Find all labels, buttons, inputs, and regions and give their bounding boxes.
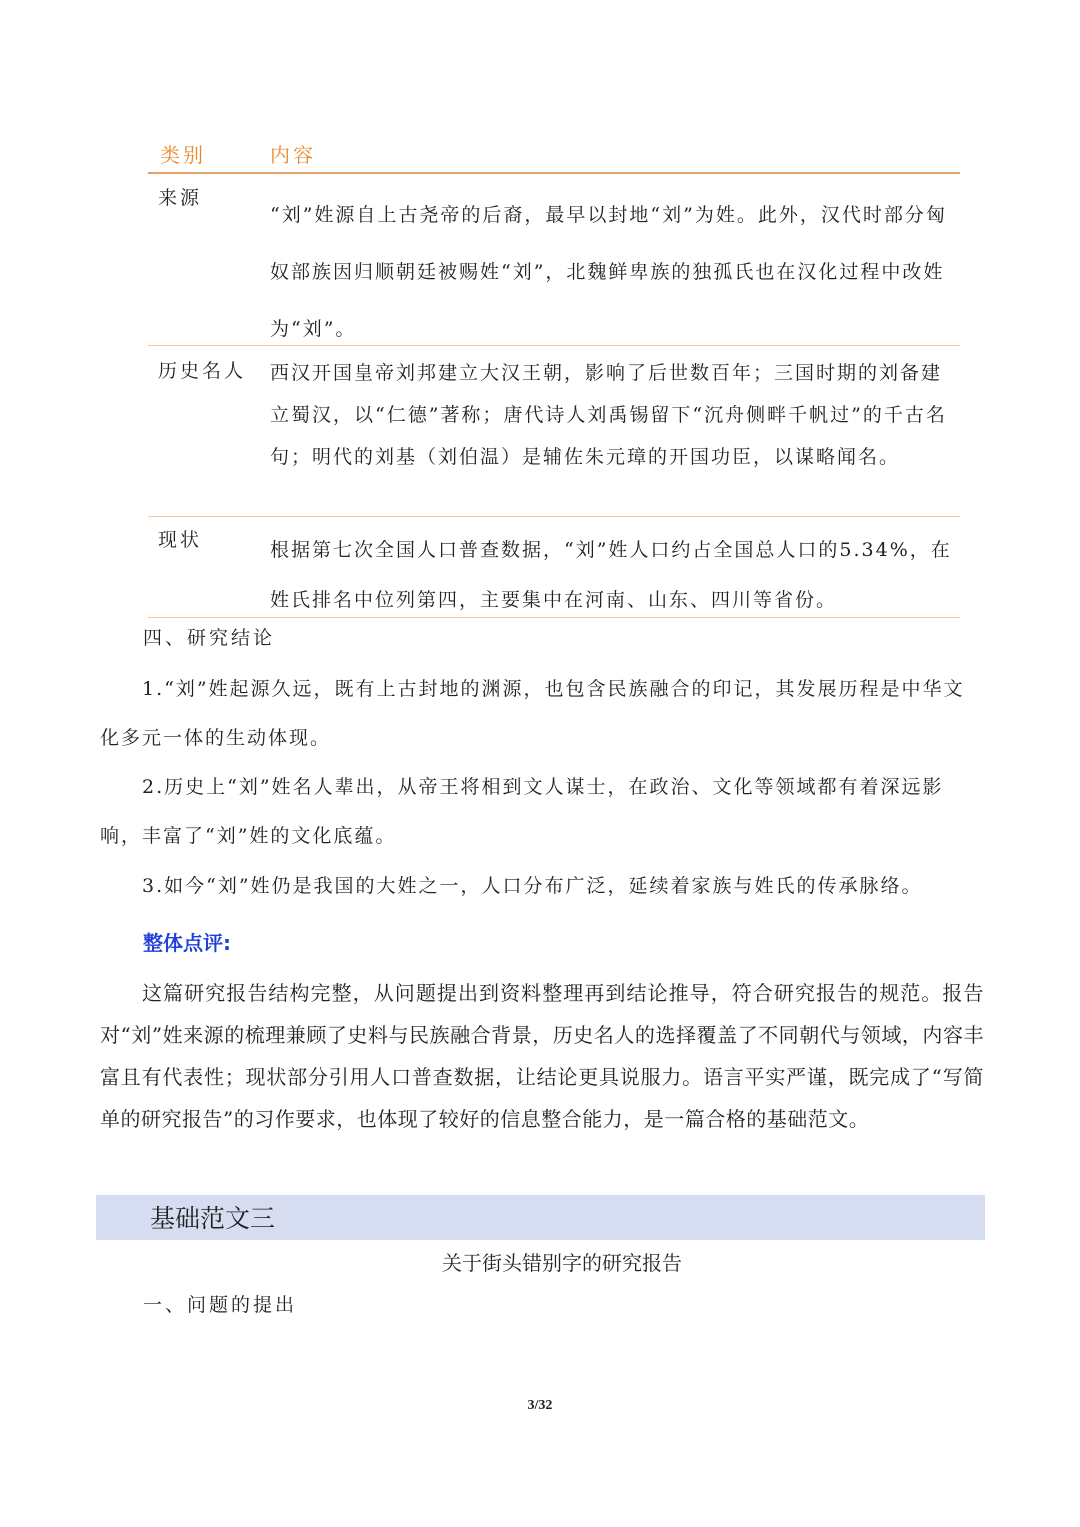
table-row — [148, 346, 960, 517]
row-content: 西汉开国皇帝刘邦建立大汉王朝，影响了后世数百年；三国时期的刘备建立蜀汉，以“仁德”著称；唐代诗人刘禹锡留下“沉舟侧畔千帆过”的千古名句；明代的刘基（刘伯温）是辅佐朱元璋的开国功臣，以谋略闻名。 — [270, 362, 947, 468]
header-category: 类别 — [160, 143, 206, 167]
header-content: 内容 — [270, 143, 316, 167]
table-header — [148, 136, 960, 174]
row-category: 历史名人 — [158, 360, 247, 382]
table-row — [148, 173, 960, 346]
row-category: 现状 — [158, 529, 203, 551]
row-category: 来源 — [158, 187, 203, 209]
review-text: 这篇研究报告结构完整，从问题提出到资料整理再到结论推导，符合研究报告的规范。报告对“刘”姓来源的梳理兼顾了史料与民族融合背景，历史名人的选择覆盖了不同朝代与领域，内容丰富且有代表性；现状部分引用人口普查数据，让结论更具说服力。语言平实严谨，既完成了“写简单的研究报告”的习作要求，也体现了较好的信息整合能力，是一篇合格的基础范文。 — [100, 981, 984, 1131]
conclusion-point: 2.历史上“刘”姓名人辈出，从帝王将相到文人谋士，在政治、文化等领域都有着深远影响，丰富了“刘”姓的文化底蕴。 — [100, 776, 944, 847]
section-banner — [96, 1195, 985, 1240]
row-content: 根据第七次全国人口普查数据，“刘”姓人口约占全国总人口的5.34%，在姓氏排名中位列第四，主要集中在河南、山东、四川等省份。 — [270, 539, 952, 611]
conclusion-point: 1.“刘”姓起源久远，既有上古封地的渊源，也包含民族融合的印记，其发展历程是中华文化多元一体的生动体现。 — [100, 678, 965, 749]
row-content: “刘”姓源自上古尧帝的后裔，最早以封地“刘”为姓。此外，汉代时部分匈奴部族因归顺朝廷被赐姓“刘”，北魏鲜卑族的独孤氏也在汉化过程中改姓为“刘”。 — [270, 204, 947, 340]
conclusion-point: 3.如今“刘”姓仍是我国的大姓之一，人口分布广泛，延续着家族与姓氏的传承脉络。 — [142, 875, 923, 897]
page-number: 3/32 — [527, 1398, 553, 1413]
table-row — [148, 517, 960, 618]
banner-title: 基础范文三 — [150, 1204, 276, 1233]
review-title: 整体点评: — [143, 931, 231, 955]
conclusion-heading: 四、研究结论 — [143, 627, 276, 649]
question-heading: 一、问题的提出 — [143, 1294, 298, 1316]
report-title: 关于街头错别字的研究报告 — [442, 1251, 682, 1275]
